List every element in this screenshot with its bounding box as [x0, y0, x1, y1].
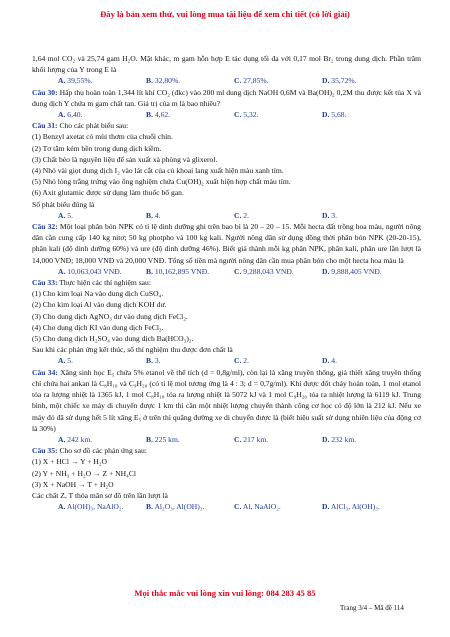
option-a: A. 39,55%. [58, 76, 93, 86]
question-label: Câu 31: [32, 121, 58, 131]
option-a: A. 6,40. [58, 110, 83, 120]
option-d: D. 35,72%. [322, 76, 357, 86]
option-d: D. 3. [322, 210, 337, 220]
answer-options [32, 434, 421, 445]
question-line: Số phát biểu đúng là [32, 199, 95, 209]
option-b: B. 10,162,895 VNĐ. [146, 266, 210, 276]
option-c: C. 2. [234, 356, 249, 366]
question-label: Câu 35: [32, 446, 58, 456]
question-label: Câu 32: [32, 222, 58, 232]
answer-options [32, 501, 421, 512]
question-label: Câu 30: [32, 87, 58, 97]
question-text: Cho các phát biểu sau: [59, 121, 129, 131]
question-line: (2) Tơ tằm kém bền trong dung dịch kiềm. [32, 143, 162, 153]
question-line: (3) X + NaOH → T + H₂O [32, 479, 114, 489]
question-stem [32, 87, 421, 109]
question-line: (5) Cho dung dịch H₂SO₄ vào dung dịch Ba(HCO₃)₂. [32, 334, 194, 344]
option-b: B. 4,62. [146, 110, 171, 120]
option-c: C. 5,32. [234, 110, 259, 120]
option-c: C. Al, NaAlO₂. [234, 502, 281, 512]
question-stem [32, 367, 421, 434]
question-line: (1) X + HCl → Y + H₂O [32, 457, 107, 467]
option-b: B. 32,80%. [146, 76, 181, 86]
option-c: C. 217 km. [234, 434, 269, 444]
option-d: D. 9,888,405 VNĐ. [322, 266, 382, 276]
question-text: Một loại phân bón NPK có tỉ lệ dinh dưỡng ghi trên bao bì là 20 – 20 – 15. Mỗi hecta đất trồng hoa màu, người nông dân cần cung cấp 140 kg nitơ; 50 kg photpho và 100 kg kali. Người nông dân sử dụng đồng thời phân bón NPK (20-20-15), phân kali (độ dinh dưỡng 60%) và ure (độ dinh dưỡng 46%). Biết giá thành mỗi kg phân NPK, phân kali, phân ure lần lượt là 14,000 VNĐ; 18,000 VNĐ và 20,000 VNĐ. Tổng số tiền mà người nông dân cần mua phân bón cho một hecta hoa màu là [32, 222, 421, 265]
question-line: (3) Chất béo là nguyên liệu để sản xuất xà phòng và glixerol. [32, 154, 218, 164]
page-number: Trang 3/4 – Mã đề 114 [340, 604, 404, 612]
question-line: (3) Cho dung dịch AgNO₃ dư vào dung dịch FeCl₂. [32, 311, 188, 321]
question-line: Các chất Z, T thỏa mãn sơ đồ trên lần lượt là [32, 490, 168, 500]
option-c: C. 27,85%. [234, 76, 269, 86]
option-b: B. Al₂O₃, Al(OH)₃. [146, 502, 205, 512]
option-a: A. 242 km. [58, 434, 93, 444]
option-b: B. 3. [146, 356, 161, 366]
option-b: B. 4. [146, 210, 161, 220]
question-stem [32, 445, 421, 456]
option-d: D. AlCl₃, Al(OH)₃. [322, 502, 380, 512]
exam-content [32, 53, 421, 512]
option-a: A. 5. [58, 356, 73, 366]
option-d: D. 232 km. [322, 434, 357, 444]
question-text: Cho sơ đồ các phản ứng sau: [59, 446, 147, 456]
question-stem [32, 277, 421, 288]
answer-options [32, 355, 421, 366]
question-line: (4) Nhỏ vài giọt dung dịch I₂ vào lát cắt của củ khoai lang xuất hiện màu xanh tím. [32, 166, 284, 176]
intro-text: 1,64 mol CO₂ và 25,74 gam H₂O. Mặt khác, m gam hỗn hợp E tác dụng tối đa với 0,17 mol Br₂ trong dung dịch. Phần trăm khối lượng của Y trong E là [32, 54, 421, 75]
question-line: (1) Benzyl axetat có mùi thơm của chuối chín. [32, 132, 173, 142]
question-label: Câu 33: [32, 278, 58, 288]
question-text: Hấp thụ hoàn toàn 1,344 lít khí CO₂ (đkc) vào 200 ml dung dịch NaOH 0,6M và Ba(OH)₂ 0,2M thu được kết tủa X và dung dịch Y chứa m gam chất tan. Giá trị của m là bao nhiêu? [32, 87, 421, 108]
question-stem [32, 221, 421, 266]
question-line: Sau khi các phản ứng kết thúc, số thí nghiệm thu được đơn chất là [32, 345, 233, 355]
question-label: Câu 34: [32, 367, 58, 377]
question-line: (5) Nhỏ lòng trắng trứng vào ống nghiệm chứa Cu(OH)₂ xuất hiện hợp chất màu tím. [32, 177, 291, 187]
intro-options [32, 75, 421, 86]
question-text: Thực hiện các thí nghiệm sau: [59, 278, 151, 288]
question-line: (4) Cho dung dịch KI vào dung dịch FeCl₃. [32, 322, 164, 332]
answer-options [32, 109, 421, 120]
option-a: A. 10,063,043 VNĐ. [58, 266, 122, 276]
question-line: (2) Cho kim loại Al vào dung dịch KOH dư. [32, 300, 167, 310]
question-line: (2) Y + NH₃ + H₂O → Z + NH₄Cl [32, 468, 136, 478]
option-c: C. 2. [234, 210, 249, 220]
option-d: D. 5,68. [322, 110, 347, 120]
contact-footer: Mọi thắc mắc vui lòng xin vui lòng: 084 283 45 85 [134, 588, 316, 598]
preview-banner: Đây là bản xem thử, vui lòng mua tài liệu để xem chi tiết (có lời giải) [100, 9, 350, 19]
question-line: (6) Axit glutamic được sử dụng làm thuốc bổ gan. [32, 188, 184, 198]
option-b: B. 225 km. [146, 434, 180, 444]
option-a: A. 5. [58, 210, 73, 220]
question-text: Xăng sinh học E₅ chứa 5% etanol về thể tích (d = 0,8g/ml), còn lại là xăng truyền thống, giả thiết xăng truyền thống chỉ chứa hai ankan là C₈H₁₈ và C₉H₂₀ (có tỉ lệ mol tương ứng là 4 : 3; d = 0,7g/ml). Khi được đốt cháy hoàn toàn, 1 mol etanol tỏa ra lượng nhiệt là 1365 kJ, 1 mol C₈H₁₈ tỏa ra lượng nhiệt là 5072 kJ và 1 mol C₉H₂₀ tỏa ra nhiệt lượng là 6119 kJ. Trung bình, một chiếc xe máy di chuyển được 1 km thì cần một nhiệt lượng chuyển thành công cơ học có độ lớn là 212 kJ. Nếu xe máy đó đã sử dụng hết 5 lít xăng E₅ ở trên thì quãng đường xe di chuyển được là (biết hiệu suất sử dụng nhiên liệu của động cơ là 30%) [32, 367, 421, 433]
option-c: C. 9,288,043 VNĐ. [234, 266, 294, 276]
question-line: (1) Cho kim loại Na vào dung dịch CuSO₄. [32, 289, 164, 299]
option-a: A. Al(OH)₃, NaAlO₂. [58, 502, 124, 512]
question-list [32, 87, 421, 513]
option-d: D. 4. [322, 356, 337, 366]
question-stem [32, 120, 421, 131]
answer-options [32, 266, 421, 277]
answer-options [32, 210, 421, 221]
